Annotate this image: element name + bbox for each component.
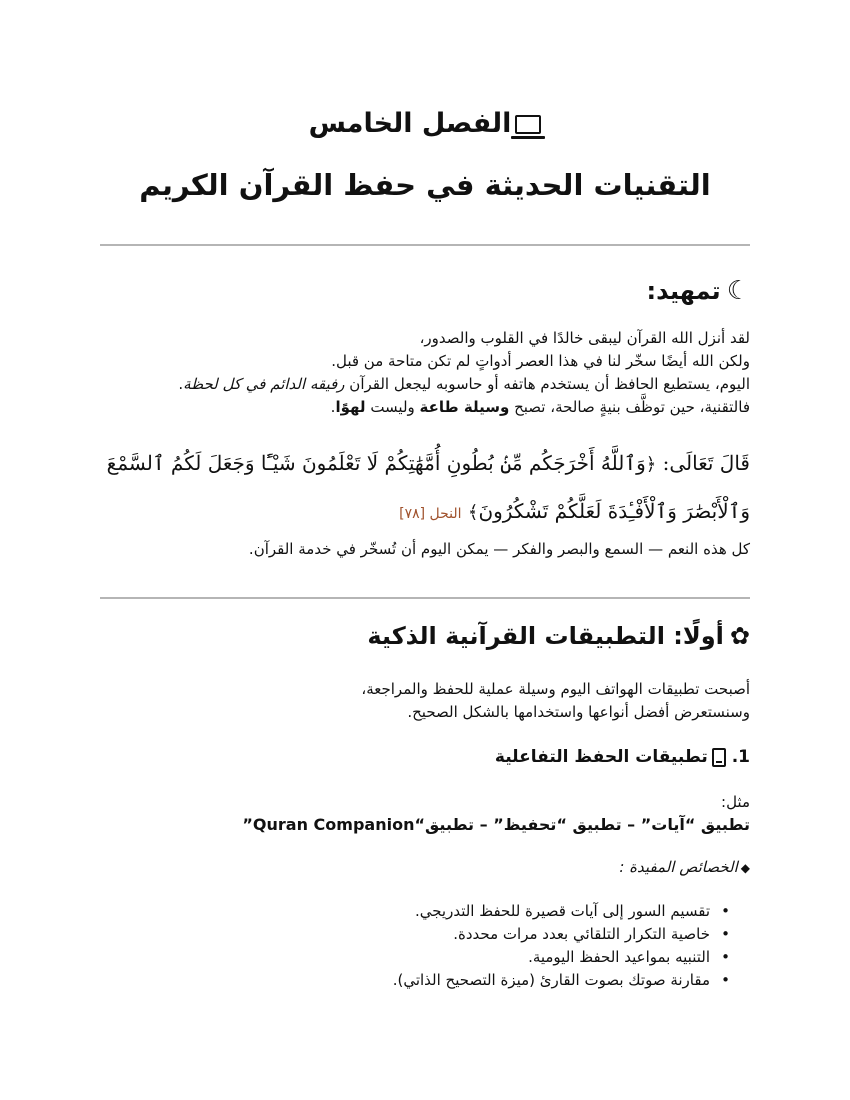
blessings-paragraph: كل هذه النعم — السمع والبصر والفكر — يمكن اليوم أن تُسخّر في خدمة القرآن. <box>248 540 750 558</box>
verse-open-bracket: ﴿ <box>645 454 657 475</box>
intro-line: لقد أنزل الله القرآن ليبقى خالدًا في القلوب والصدور، <box>419 329 750 347</box>
section-heading <box>367 622 750 650</box>
example-label: مثل: <box>721 793 750 811</box>
flower-icon: ✿ <box>729 622 750 650</box>
list-item: • مقارنة صوتك بصوت القارئ (ميزة التصحيح الذاتي). <box>393 969 710 992</box>
bold-text: لهوًا <box>335 398 366 416</box>
mobile-phone-icon <box>712 748 726 767</box>
subsection-title: تطبيقات الحفظ التفاعلية <box>494 747 708 767</box>
subsection-heading <box>495 747 750 767</box>
list-item: • تقسيم السور إلى آيات قصيرة للحفظ التدريجي. <box>393 900 710 923</box>
chapter-label <box>0 108 850 139</box>
intro-line: اليوم، يستطيع الحافظ أن يستخدم هاتفه أو حاسوبه ليجعل القرآن رفيقه الدائم في كل لحظة. <box>178 375 750 393</box>
features-label-text: الخصائص المفيدة : <box>619 858 738 876</box>
section-heading-text: أولًا: التطبيقات القرآنية الذكية <box>367 622 724 650</box>
features-label <box>619 858 750 876</box>
chapter-label-text: الفصل الخامس <box>308 108 512 139</box>
subsection-number: 1. <box>731 747 750 767</box>
crescent-moon-icon: ☾ <box>726 276 750 306</box>
intro-line: فالتقنية، حين توظَّف بنيةٍ صالحة، تصبح وسيلة طاعة وليست لهوًا. <box>330 398 750 416</box>
bold-text: وسيلة طاعة <box>419 398 510 416</box>
section-intro-line: أصبحت تطبيقات الهواتف اليوم وسيلة عملية للحفظ والمراجعة، <box>361 680 750 698</box>
list-item: • التنبيه بمواعيد الحفظ اليومية. <box>393 946 710 969</box>
features-list <box>393 900 730 992</box>
chapter-title: التقنيات الحديثة في حفظ القرآن الكريم <box>139 168 711 202</box>
section-intro <box>361 678 750 724</box>
example-apps: تطبيق “آيات” – تطبيق “تحفيظ” – تطبيق“Quran Companion” <box>242 815 750 834</box>
intro-paragraph <box>100 327 750 419</box>
section-intro-line: وسنستعرض أفضل أنواعها واستخدامها بالشكل الصحيح. <box>407 703 750 721</box>
verse-reference: النحل [٧٨] <box>399 506 462 522</box>
divider <box>100 244 750 246</box>
verse-text: وَٱللَّهُ أَخْرَجَكُم مِّنۢ بُطُونِ أُمَّهَٰتِكُمْ لَا تَعْلَمُونَ شَيْـًٔا وَجَعَلَ لَكُمُ ٱلسَّمْعَ وَٱلْأَبْصَٰرَ وَٱلْأَفْـِٔدَةَ لَعَلَّكُمْ تَشْكُرُونَ <box>106 451 750 523</box>
divider <box>100 597 750 599</box>
verse-close-bracket: ﴾ <box>467 502 479 523</box>
intro-heading <box>646 276 750 306</box>
verse-intro: قَالَ تَعَالَى: <box>662 451 750 475</box>
intro-heading-text: تمهيد: <box>646 277 721 305</box>
emphasis-text: رفيقه الدائم في كل لحظة <box>183 375 345 393</box>
list-item: • خاصية التكرار التلقائي بعدد مرات محددة. <box>393 923 710 946</box>
intro-line: ولكن الله أيضًا سخّر لنا في هذا العصر أدواتٍ لم تكن متاحة من قبل. <box>331 352 750 370</box>
laptop-icon <box>515 115 541 134</box>
diamond-icon: ◆ <box>740 861 750 875</box>
quran-verse <box>100 440 750 537</box>
